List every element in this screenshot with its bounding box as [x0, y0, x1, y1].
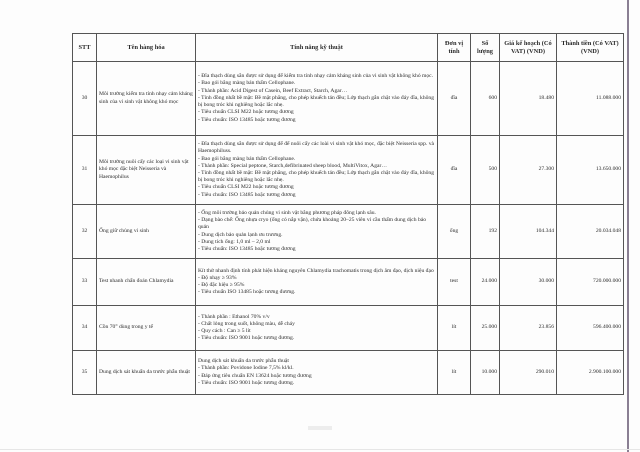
cell-spec [196, 136, 438, 205]
spec-line: - Đáp ứng tiêu chuẩn EN 13624 hoặc tương đương [198, 372, 312, 379]
cell-total: 13.650.000 [557, 136, 624, 205]
cell-unit: test [438, 259, 471, 306]
table-row [73, 136, 624, 205]
table-row [73, 62, 624, 136]
spec-line: - Ống môi trường bảo quản chủng vi sinh vật bằng phương pháp đông lạnh sâu. [198, 209, 376, 216]
spec-line: - Độ nhạy ≥ 93% [198, 274, 237, 281]
table-row [73, 205, 624, 259]
cell-name: Test nhanh chẩn đoán Chlamydia [97, 259, 196, 306]
spec-line: Kít thử nhanh định tính phát hiện kháng nguyên Chlamydia trachomatis trong dịch âm đạo, dịch niệu đạo [198, 267, 434, 274]
cell-qty: 25.000 [471, 306, 500, 351]
cell-spec [196, 306, 438, 351]
spec-line: - Đĩa thạch dùng sẵn được sử dụng để kiểm tra tính nhạy cảm kháng sinh của vi sinh vật không khó mọc. [198, 73, 434, 80]
cell-price: 27.300 [500, 136, 557, 205]
spec-line: - Đĩa thạch dùng sẵn được sử dụng để để nuôi cấy các loài vi sinh vật khó mọc, đặc biệt Neisseria spp. và Haemophiluss. [198, 141, 434, 155]
cell-stt: 30 [73, 62, 97, 136]
cell-spec [196, 62, 438, 136]
cell-total: 720.000.000 [557, 259, 624, 306]
spec-line: - Tiêu chuẩn: ISO 13485 hoặc tương đương [198, 191, 296, 198]
spec-line: - Dung dịch bảo quản lạnh ưu trương. [198, 231, 283, 238]
spec-line: - Chất lỏng trong suốt, không màu, dễ cháy [198, 320, 295, 327]
spec-line: - Quy cách : Can ≥ 5 lít [198, 328, 251, 334]
header-stt: STT [73, 34, 97, 62]
spec-line: - Dung tích ống: 1,0 ml – 2,0 ml [198, 238, 271, 245]
cell-spec [196, 205, 438, 259]
spec-line: - Bao gói bằng màng bán thấm Cellophane. [198, 155, 296, 162]
spec-line: - Thành phần: Povidone Iodine 7,5% kl/kl. [198, 365, 294, 372]
spec-line: - Thành phần : Ethanol 70% v/v [198, 313, 270, 320]
cell-total: 596.400.000 [557, 306, 624, 351]
header-qty: Số lượng [471, 34, 500, 62]
spec-line: - Tiêu chuẩn CLSI M22 hoặc tương đương [198, 184, 294, 191]
cell-stt: 34 [73, 306, 97, 351]
spec-line: - Dạng bào chế: Ống nhựa cryo (ống có nắp vặn), chứa khoảng 20–25 viên vi cầu thấm dung dịch bảo quản [198, 217, 427, 231]
cell-unit: đĩa [438, 136, 471, 205]
cell-stt: 33 [73, 259, 97, 306]
table-header-row [73, 34, 624, 62]
cell-price: 30.000 [500, 259, 557, 306]
cell-stt: 32 [73, 205, 97, 259]
cell-price: 290.010 [500, 351, 557, 395]
spec-line: - Thành phần: Special peptone, Starch,defibrinated sheep blood, MultiVitox, Agar… [198, 162, 387, 169]
table-row [73, 259, 624, 306]
header-name: Tên hàng hóa [97, 34, 196, 62]
spec-line: - Tiêu chuẩn ISO 13485 hoặc tương đương. [198, 289, 296, 296]
cell-qty: 24.000 [471, 259, 500, 306]
cell-price: 104.344 [500, 205, 557, 259]
cell-name: Ống giữ chủng vi sinh [97, 205, 196, 259]
cell-stt: 31 [73, 136, 97, 205]
cell-unit: đĩa [438, 62, 471, 136]
cell-total: 11.088.000 [557, 62, 624, 136]
spec-line: - Tiêu chuẩn: ISO 9001 hoặc tương đương. [198, 335, 295, 342]
table-row [73, 351, 624, 395]
cell-qty: 600 [471, 62, 500, 136]
cell-unit: lít [438, 351, 471, 395]
spec-line: - Tính đồng nhất bề mặt: Bề mặt phẳng, cho phép khuếch tán đều; Lớp thạch gắn chặt vào đáy đĩa, không bị bong tróc khi nghiêng hoặc lắc nhẹ. [198, 170, 435, 184]
header-spec: Tính năng kỹ thuật [196, 34, 438, 62]
footer-stamp-icon [308, 425, 332, 431]
table-row [73, 306, 624, 351]
cell-stt: 35 [73, 351, 97, 395]
spec-line: - Tiêu chuẩn: ISO 9001 hoặc tương đương. [198, 379, 295, 386]
spec-line: - Bao gói bằng màng bán thấm Cellophane. [198, 80, 296, 87]
spec-line: Dung dịch sát khuẩn da trước phẫu thuật [198, 358, 289, 365]
header-unit: Đơn vị tính [438, 34, 471, 62]
cell-spec [196, 259, 438, 306]
cell-total: 20.034.048 [557, 205, 624, 259]
cell-total: 2.900.100.000 [557, 351, 624, 395]
cell-qty: 192 [471, 205, 500, 259]
spec-line: - Độ đặc hiệu ≥ 95% [198, 282, 245, 288]
page-edge [627, 0, 629, 452]
cell-spec [196, 351, 438, 395]
cell-name: Môi trường nuôi cấy các loại vi sinh vật khó mọc đặc biệt Neisseria và Haemophilus [97, 136, 196, 205]
spec-line: - Tiêu chuẩn: ISO 13485 hoặc tương đương [198, 116, 296, 123]
cell-qty: 10.000 [471, 351, 500, 395]
cell-qty: 500 [471, 136, 500, 205]
cell-name: Dung dịch sát khuẩn da trước phẫu thuật [97, 351, 196, 395]
header-total: Thành tiền (Có VAT) (VND) [557, 34, 624, 62]
page-bottom-edge [0, 449, 640, 450]
spec-line: - Tiêu chuẩn: ISO 13485 hoặc tương đương [198, 245, 296, 252]
cell-price: 23.856 [500, 306, 557, 351]
cell-unit: lít [438, 306, 471, 351]
cell-name: Cồn 70° dùng trong y tế [97, 306, 196, 351]
spec-line: - Tính đồng nhất bề mặt: Bề mặt phẳng, cho phép khuếch tán đều; Lớp thạch gắn chặt vào đáy đĩa, không bị bong tróc khi nghiêng hoặc lắc nhẹ. [198, 94, 435, 109]
spec-line: - Tiêu chuẩn CLSI M22 hoặc tương đương [198, 109, 294, 116]
cell-unit: ống [438, 205, 471, 259]
cell-price: 18.480 [500, 62, 557, 136]
spec-line: - Thành phần: Acid Digest of Casein, Beef Extract, Starch, Agar… [198, 87, 348, 94]
header-price: Giá kế hoạch (Có VAT) (VND) [500, 34, 557, 62]
goods-table [72, 33, 624, 395]
cell-name: Môi trường kiểm tra tính nhạy cảm kháng sinh của vi sinh vật không khó mọc [97, 62, 196, 136]
